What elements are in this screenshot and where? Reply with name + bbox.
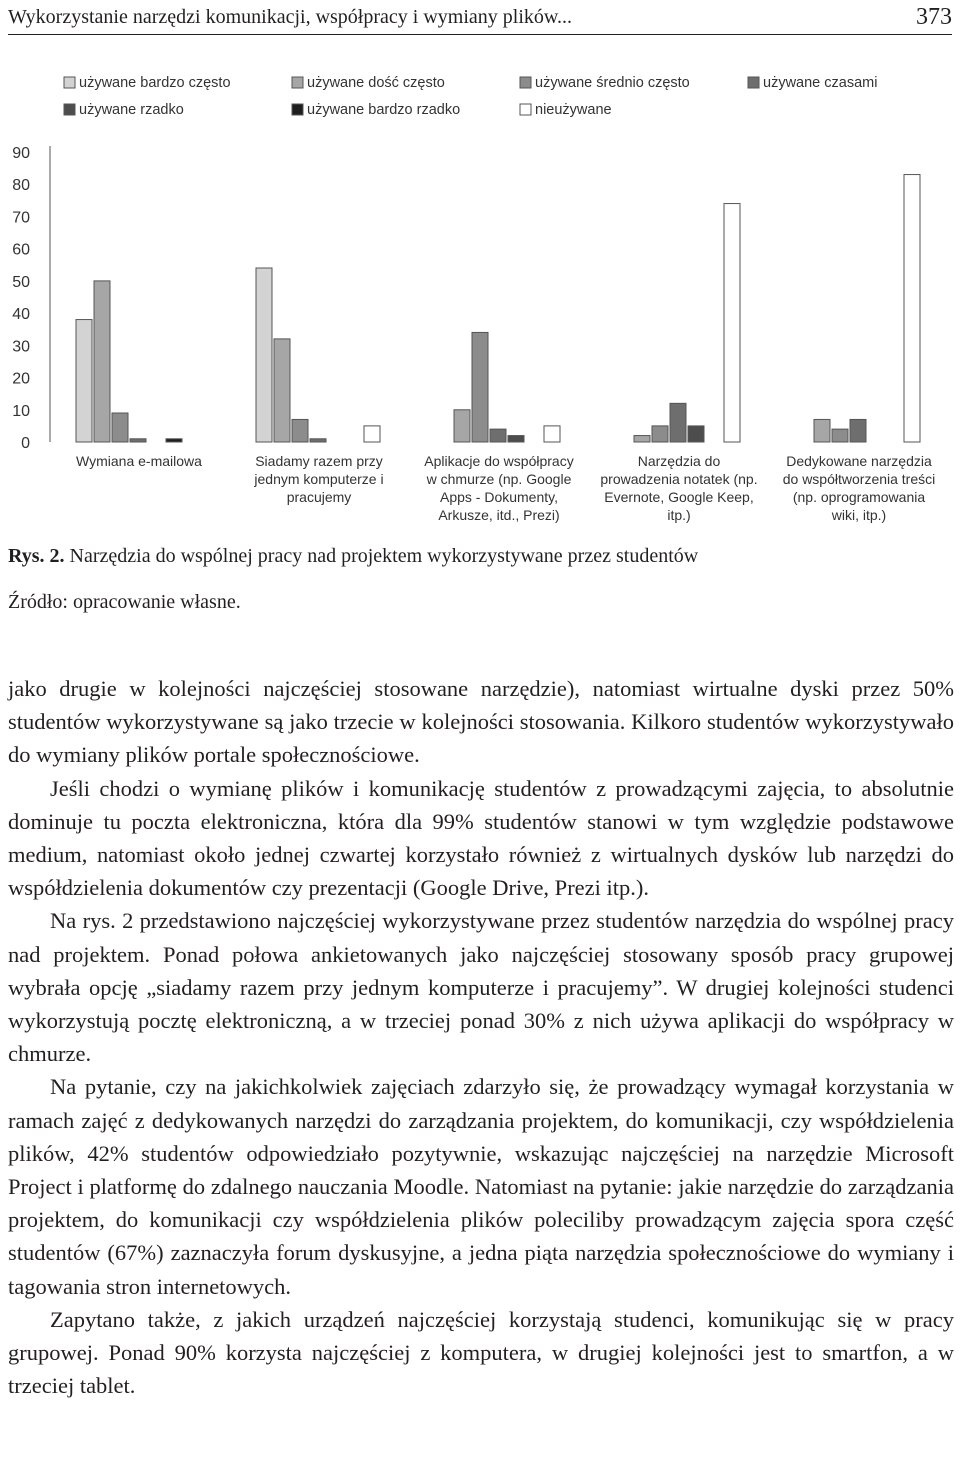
legend-label: używane bardzo często xyxy=(79,75,231,91)
bar xyxy=(652,426,668,442)
legend-label: używane rzadko xyxy=(79,102,184,118)
x-tick-label: itp.) xyxy=(667,507,691,523)
x-tick-label: (np. oprogramowania xyxy=(792,489,926,505)
bar xyxy=(112,413,128,442)
paragraph: Zapytano także, z jakich urządzeń najczęściej korzystają studenci, komunikując się w pracy grupowej. Ponad 90% korzysta najczęściej z komputera, w drugiej kolejności jest to smartfon, a w trzeciej tablet. xyxy=(8,1306,954,1399)
bar xyxy=(832,429,848,442)
bar xyxy=(256,268,272,442)
bar xyxy=(76,320,92,442)
paragraph: Na rys. 2 przedstawiono najczęściej wykorzystywane przez studentów narzędzia do wspólnej pracy nad projektem. Ponad połowa ankietowanych jako najczęściej stosowany sposób pracy grupowej wybrała opcję „siadamy razem przy jednym komputerze i pracujemy”. W drugiej kolejności studenci wykorzystują pocztę elektroniczną, a w trzeciej ponad 30% z nich używa aplikacji do współpracy w chmurze. xyxy=(8,908,954,1067)
legend-swatch xyxy=(292,77,303,88)
x-tick-label: Dedykowane narzędzia xyxy=(786,453,932,469)
y-tick-label: 30 xyxy=(12,338,30,356)
bar xyxy=(904,175,920,442)
y-tick-label: 70 xyxy=(12,209,30,227)
paragraph: Na pytanie, czy na jakichkolwiek zajęciach zdarzyło się, że prowadzący wymagał korzystania w ramach zajęć z dedykowanych narzędzi do zarządzania projektem, do komunikacji, czy współdzielenia plików, 42% studentów odpowiedziało pozytywnie, wskazując najczęściej na narzędzie Microsoft Project i platformę do zdalnego nauczania Moodle. Natomiast na pytanie: jakie narzędzie do zarządzania projektem, do komunikacji czy współdzielenia plików poleciliby prowadzącym zajęcia spora część studentów (67%) zaznaczyła forum dyskusyjne, a jedna piąta narzędzia społecznościowe do wymiany i tagowania stron internetowych. xyxy=(8,1074,954,1299)
figure-caption xyxy=(8,545,698,568)
bar xyxy=(130,439,146,442)
legend-label: nieużywane xyxy=(535,102,612,118)
figure-caption-label: Rys. 2. xyxy=(8,545,65,567)
x-tick-label: Arkusze, itd., Prezi) xyxy=(438,507,560,523)
bar xyxy=(310,439,326,442)
x-tick-label: Aplikacje do współpracy xyxy=(424,453,574,469)
y-tick-label: 0 xyxy=(21,435,30,452)
bar xyxy=(454,410,470,442)
page-number: 373 xyxy=(916,4,952,30)
y-tick-label: 20 xyxy=(12,370,30,388)
x-tick-label: Apps - Dokumenty, xyxy=(439,489,559,505)
legend-label: używane dość często xyxy=(307,75,445,91)
paragraph: Jeśli chodzi o wymianę plików i komunikację studentów z prowadzącymi zajęcia, to absolutnie dominuje tu poczta elektroniczna, która dla 99% studentów stanowi w tym względzie podstawowe medium, natomiast około jednej czwartej korzystało również z wirtualnych dysków lub narzędzi do współdzielenia dokumentów czy prezentacji (Google Drive, Prezi itp.). xyxy=(8,775,954,901)
bar xyxy=(274,339,290,442)
x-tick-label: w chmurze (np. Google xyxy=(426,471,572,487)
bar xyxy=(544,426,560,442)
y-tick-label: 60 xyxy=(12,241,30,259)
running-title: Wykorzystanie narzędzi komunikacji, współpracy i wymiany plików... xyxy=(8,6,573,28)
bar xyxy=(166,439,182,442)
legend-label: używane czasami xyxy=(763,75,878,91)
legend-label: używane bardzo rzadko xyxy=(307,102,461,118)
x-tick-label: pracujemy xyxy=(286,489,352,505)
x-tick-label: Narzędzia do xyxy=(637,453,721,469)
bar xyxy=(94,281,110,442)
legend-swatch xyxy=(748,77,759,88)
x-tick-label: prowadzenia notatek (np. xyxy=(600,471,758,487)
bar xyxy=(814,419,830,442)
running-header xyxy=(8,2,952,35)
bar xyxy=(850,419,866,442)
legend-swatch xyxy=(292,104,303,115)
x-tick-label: Evernote, Google Keep, xyxy=(604,489,754,505)
x-tick-label: do współtworzenia treści xyxy=(782,471,936,487)
x-tick-label: jednym komputerze i xyxy=(254,471,384,487)
y-tick-label: 10 xyxy=(12,402,30,420)
bar xyxy=(292,419,308,442)
y-tick-label: 90 xyxy=(12,145,30,162)
legend-swatch xyxy=(64,104,75,115)
legend-swatch xyxy=(520,104,531,115)
figure-caption-text: Narzędzia do wspólnej pracy nad projektem wykorzystywane przez studentów xyxy=(64,545,699,567)
x-tick-label: Siadamy razem przy xyxy=(255,453,383,469)
y-tick-label: 80 xyxy=(12,177,30,195)
bar xyxy=(688,426,704,442)
legend-swatch xyxy=(64,77,75,88)
bar xyxy=(670,403,686,442)
y-tick-label: 40 xyxy=(12,306,30,324)
bar xyxy=(364,426,380,442)
bar xyxy=(634,436,650,442)
bar xyxy=(724,204,740,442)
body-text xyxy=(8,672,954,1402)
bar xyxy=(472,332,488,442)
x-tick-label: Wymiana e-mailowa xyxy=(76,453,202,469)
bar xyxy=(508,436,524,442)
legend-swatch xyxy=(520,77,531,88)
y-tick-label: 50 xyxy=(12,273,30,291)
bar xyxy=(490,429,506,442)
x-tick-label: wiki, itp.) xyxy=(831,507,887,523)
legend-label: używane średnio często xyxy=(535,75,690,91)
bar-chart xyxy=(0,66,960,536)
figure-source: Źródło: opracowanie własne. xyxy=(8,591,241,613)
paragraph: jako drugie w kolejności najczęściej stosowane narzędzie), natomiast wirtualne dyski przez 50% studentów wykorzystywane są jako trzecie w kolejności stosowania. Kilkoro studentów wykorzystywało do wymiany plików portale społecznościowe. xyxy=(8,676,954,768)
